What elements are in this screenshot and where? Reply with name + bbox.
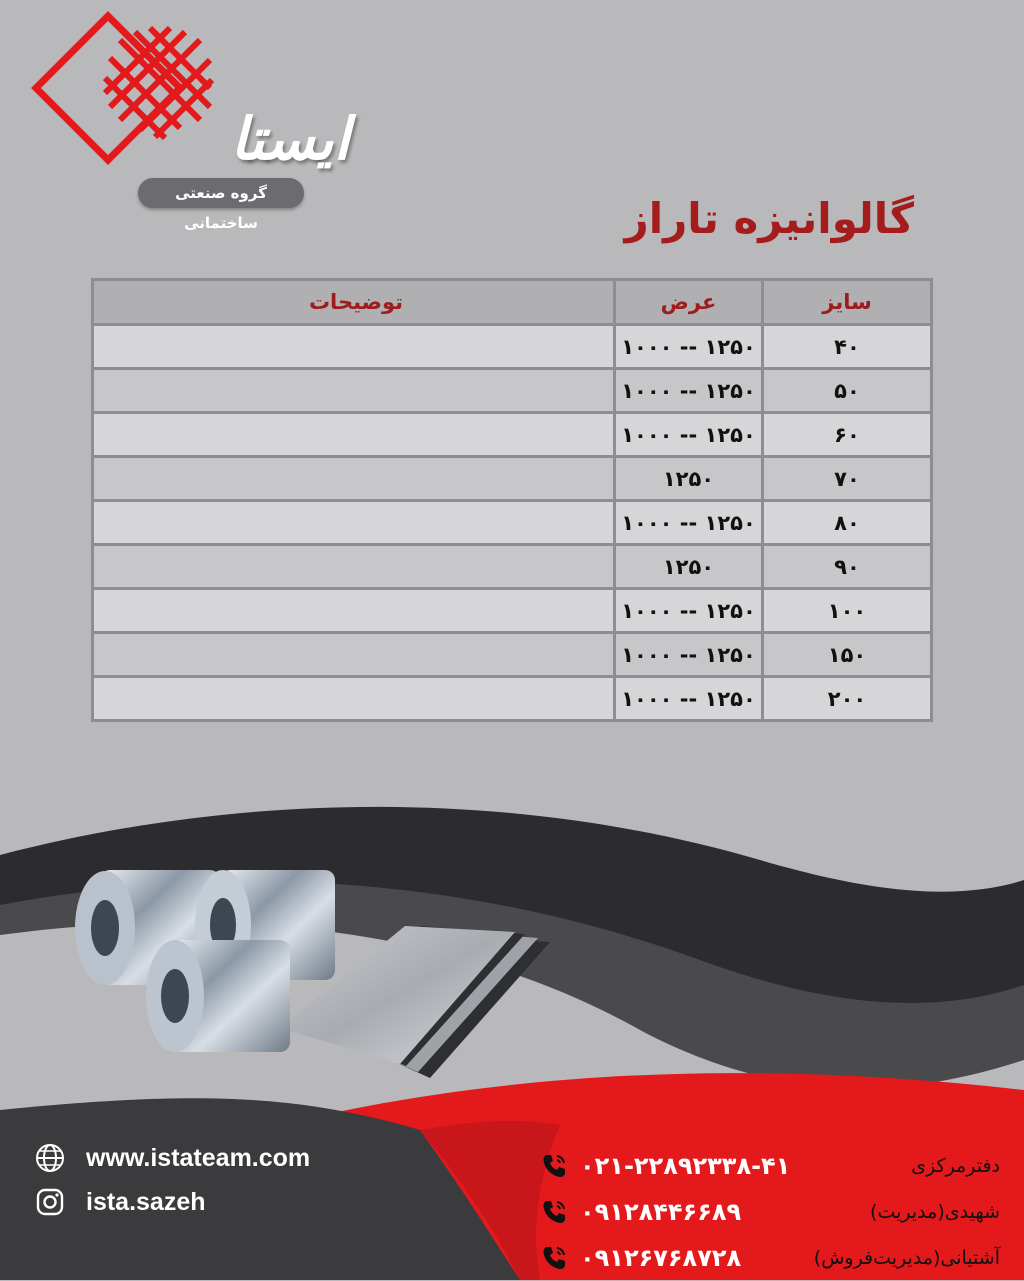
phone-icon [540,1198,568,1226]
cell-width: ۱۲۵۰ -- ۱۰۰۰ [615,369,763,413]
cell-width: ۱۲۵۰ [615,457,763,501]
page-title: گالوانیزه تاراز [624,194,914,243]
header-notes [93,280,615,325]
globe-icon [34,1142,66,1174]
phone-number[interactable]: ۰۲۱-۲۲۸۹۲۳۳۸-۴۱ [580,1152,791,1180]
contact-list [540,1143,1000,1281]
cell-width: ۱۲۵۰ -- ۱۰۰۰ [615,501,763,545]
cell-notes [93,369,615,413]
coil-icon [146,940,290,1052]
cell-size: ۲۰۰ [763,677,932,721]
product-illustration [60,860,570,1090]
cell-size: ۵۰ [763,369,932,413]
cell-size: ۶۰ [763,413,932,457]
website-row[interactable] [34,1138,310,1178]
cell-size: ۱۵۰ [763,633,932,677]
cell-notes [93,589,615,633]
table-row [93,413,932,457]
table-row [93,457,932,501]
cell-size: ۸۰ [763,501,932,545]
phone-number[interactable]: ۰۹۱۲۶۷۶۸۷۲۸ [580,1244,742,1272]
table-row [93,325,932,369]
instagram-icon [34,1186,66,1218]
table-row [93,369,932,413]
cell-notes [93,501,615,545]
cell-notes [93,457,615,501]
cell-size: ۴۰ [763,325,932,369]
cell-notes [93,325,615,369]
cell-size: ۷۰ [763,457,932,501]
table-row [93,633,932,677]
brand-logo [20,10,350,232]
cell-notes [93,413,615,457]
cell-notes [93,677,615,721]
price-table [91,278,933,722]
cell-width: ۱۲۵۰ -- ۱۰۰۰ [615,677,763,721]
header-width: عرض [615,280,763,325]
phone-icon [540,1244,568,1272]
cell-width: ۱۲۵۰ -- ۱۰۰۰ [615,325,763,369]
footer-links [34,1138,310,1226]
cell-width: ۱۲۵۰ -- ۱۰۰۰ [615,633,763,677]
table-row [93,677,932,721]
cell-size: ۹۰ [763,545,932,589]
cell-notes [93,545,615,589]
cell-width: ۱۲۵۰ -- ۱۰۰۰ [615,413,763,457]
logo-tagline: گروه صنعتی ساختمانی [138,178,304,208]
contact-row [540,1235,1000,1281]
table-header-row [93,280,932,325]
cell-width: ۱۲۵۰ [615,545,763,589]
phone-number[interactable]: ۰۹۱۲۸۴۴۶۶۸۹ [580,1198,742,1226]
contact-label: آشتیانی(مدیریت‌فروش) [813,1247,1000,1269]
contact-label: شهیدی(مدیریت) [870,1201,1000,1223]
contact-row [540,1143,1000,1189]
table-row [93,589,932,633]
cell-size: ۱۰۰ [763,589,932,633]
table-row [93,501,932,545]
contact-label: دفترمرکزی [911,1155,1000,1177]
logo-wordmark: ایستا [230,105,350,173]
instagram-handle[interactable]: ista.sazeh [86,1187,206,1216]
header-size: سایز [763,280,932,325]
header-notes-label: توضیحات [308,290,403,314]
cell-notes [93,633,615,677]
instagram-row[interactable] [34,1182,310,1222]
cell-width: ۱۲۵۰ -- ۱۰۰۰ [615,589,763,633]
website-link[interactable]: www.istateam.com [86,1143,311,1172]
phone-icon [540,1152,568,1180]
table-row [93,545,932,589]
contact-row [540,1189,1000,1235]
